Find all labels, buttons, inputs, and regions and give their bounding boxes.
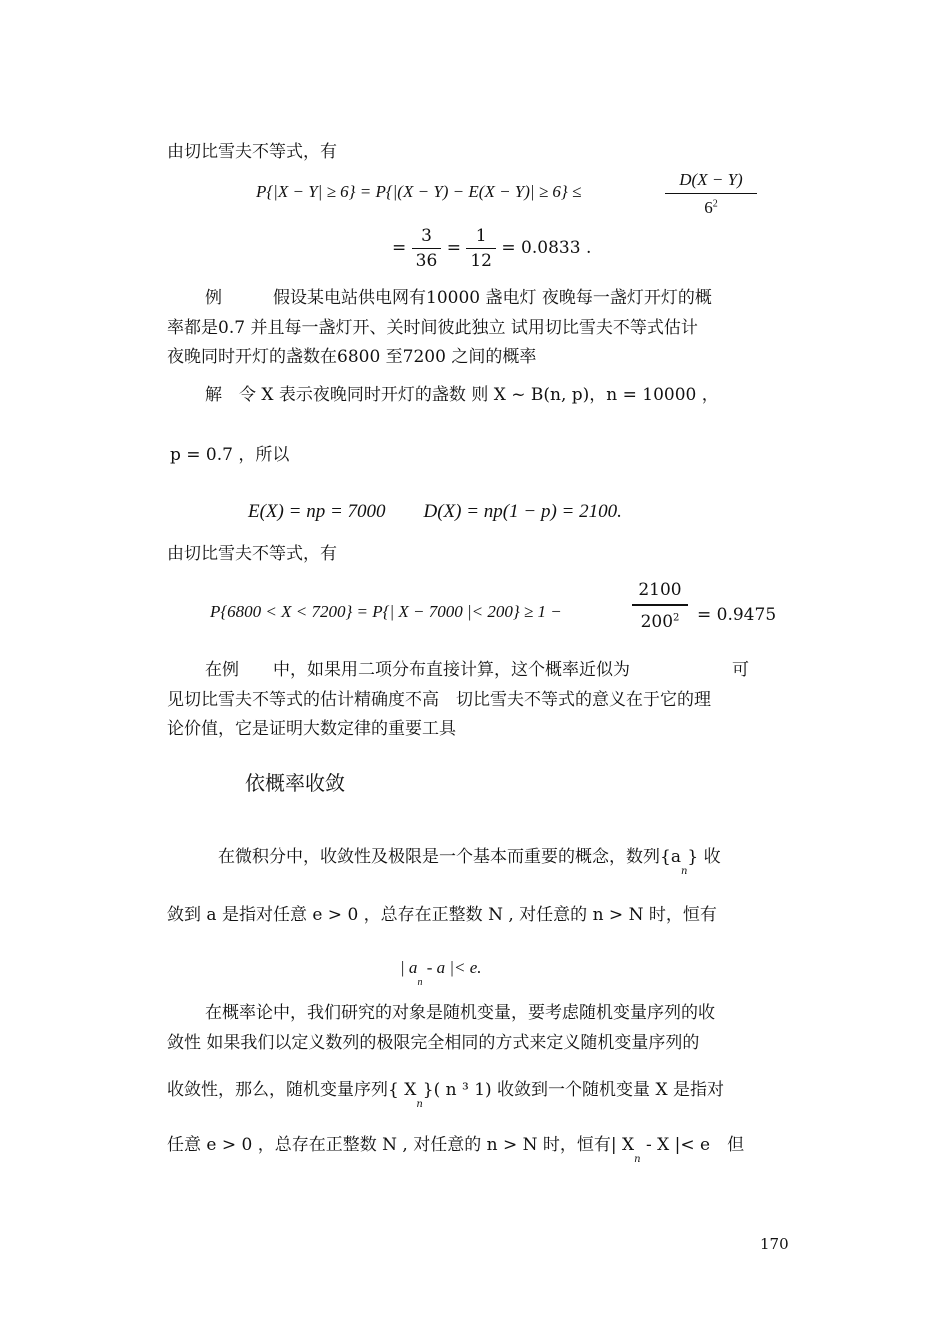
example-line: 例 假设某电站供电网有10000 盏电灯 夜晚每一盏灯开灯的概 bbox=[205, 288, 712, 308]
equation-bound-value: = 0.9475 bbox=[697, 605, 777, 625]
equation-chebyshev-lhs: P{|X − Y| ≥ 6} = P{|(X − Y) − E(X − Y)| ≥ 6} ≤ bbox=[256, 182, 582, 201]
solution-line: p = 0.7 ，所以 bbox=[170, 445, 290, 465]
section-heading: 依概率收敛 bbox=[245, 771, 345, 795]
equation-bound-lhs: P{6800 < X < 7200} = P{| X − 7000 |< 200} ≥ 1 − bbox=[210, 602, 562, 621]
equation-expectation-variance: E(X) = np = 7000 D(X) = np(1 − p) = 2100. bbox=[248, 501, 622, 522]
text-line: 由切比雪夫不等式，有 bbox=[167, 544, 337, 564]
fraction-numerator: D(X − Y) bbox=[665, 170, 757, 194]
equation-limit: | $a_n$ - a |< e. bbox=[400, 958, 482, 988]
fraction-denominator: $6^2$ bbox=[704, 198, 718, 217]
example-line: 率都是0.7 并且每一盏灯开、关时间彼此独立 试用切比雪夫不等式估计 bbox=[167, 318, 698, 338]
fraction-numerator: 2100 bbox=[632, 580, 688, 606]
page-number: 170 bbox=[760, 1235, 789, 1253]
equation-fraction bbox=[665, 170, 757, 218]
paragraph-line: 见切比雪夫不等式的估计精确度不高 切比雪夫不等式的意义在于它的理 bbox=[167, 690, 711, 710]
paragraph-line: 在微积分中，收敛性及极限是一个基本而重要的概念，数列$\{a_n\}$ 收 bbox=[218, 847, 721, 877]
paragraph-line: 在例 中，如果用二项分布直接计算，这个概率近似为 可 bbox=[205, 660, 749, 680]
paragraph-line: 敛到 a 是指对任意 e > 0 ，总存在正整数 N , 对任意的 n > N 时，恒有 bbox=[167, 905, 717, 925]
paragraph-line: 论价值，它是证明大数定律的重要工具 bbox=[167, 719, 456, 739]
paragraph-line: 敛性 如果我们以定义数列的极限完全相同的方式来定义随机变量序列的 bbox=[167, 1033, 700, 1053]
solution-line: 解 令 X 表示夜晚同时开灯的盏数 则 X ~ B(n, p)，n = 10000 ， bbox=[205, 385, 719, 405]
equation-fraction bbox=[632, 580, 688, 632]
text-line: 由切比雪夫不等式，有 bbox=[167, 142, 337, 162]
paragraph-line: 在概率论中，我们研究的对象是随机变量，要考虑随机变量序列的收 bbox=[205, 1003, 715, 1023]
paragraph-line: 任意 e > 0 ，总存在正整数 N , 对任意的 n > N 时，恒有| $X_n$ - X |< e 但 bbox=[167, 1135, 745, 1165]
equation-result: = $\frac{3}{36}$ = $\frac{1}{12}$ = 0.0833 . bbox=[392, 226, 592, 271]
fraction-denominator: $200^2$ bbox=[640, 612, 680, 632]
example-line: 夜晚同时开灯的盏数在6800 至7200 之间的概率 bbox=[167, 347, 537, 367]
paragraph-line: 收敛性，那么，随机变量序列{ $X_n$}( n ³ 1) 收敛到一个随机变量 X 是指对 bbox=[167, 1080, 724, 1110]
